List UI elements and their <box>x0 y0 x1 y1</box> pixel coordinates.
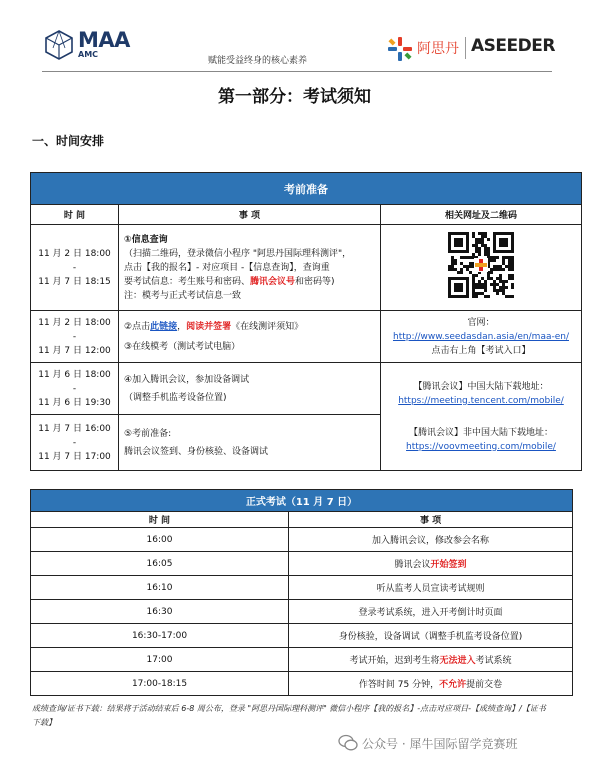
wechat-icon <box>338 734 358 752</box>
link-cell <box>381 363 582 471</box>
item-cell <box>289 528 573 552</box>
item-line: 注：模考与正式考试信息一致 <box>124 290 242 301</box>
header-item: 事 项 <box>289 512 573 528</box>
item-text: 登录考试系统，进入开考倒计时页面 <box>358 608 503 618</box>
time-dash: - <box>72 383 77 394</box>
time-cell: 16:10 <box>31 576 289 600</box>
item-cell <box>119 311 381 363</box>
item-line: 腾讯会议签到、身份核验、设备调试 <box>124 446 269 457</box>
item-text: 考试开始，迟到考生将 <box>349 656 440 666</box>
intl-download-link[interactable]: https://voovmeeting.com/mobile/ <box>406 441 556 452</box>
cn-download-label: 【腾讯会议】中国大陆下载地址： <box>413 381 549 392</box>
section-title: 一、时间安排 <box>32 134 105 148</box>
table-header-row <box>31 512 573 528</box>
highlight-text: 不允许 <box>439 680 467 690</box>
logo-divider <box>465 37 466 59</box>
time-cell <box>31 311 119 363</box>
item-cell <box>289 552 573 576</box>
item-text: 《在线测评须知》 <box>231 321 304 332</box>
table-row <box>31 311 582 363</box>
prep-banner: 考前准备 <box>31 173 582 205</box>
maa-amc-logo <box>44 30 134 68</box>
table-row <box>31 672 573 696</box>
item-cell <box>119 363 381 415</box>
header-links: 相关网址及二维码 <box>381 205 582 225</box>
cn-download-link[interactable]: https://meeting.tencent.com/mobile/ <box>398 395 564 406</box>
item-text: 作答时间 75 分钟， <box>358 680 440 690</box>
meeting-id-highlight: 腾讯会议号 <box>250 276 296 287</box>
qr-cell <box>381 225 582 311</box>
header-time: 时 间 <box>31 205 119 225</box>
aseeder-logo-icon <box>387 36 413 62</box>
prep-table <box>30 172 582 471</box>
time-from: 11 月 2 日 18:00 <box>38 248 111 259</box>
item-text: ②点击 <box>124 321 151 332</box>
time-cell: 16:05 <box>31 552 289 576</box>
header-divider <box>42 71 552 72</box>
item-line: ⑤考前准备: <box>124 428 172 439</box>
time-dash: - <box>72 262 77 273</box>
header-time: 时 间 <box>31 512 289 528</box>
exam-table <box>30 489 573 696</box>
item-text: 提前交卷 <box>466 680 503 690</box>
highlight-text: 开始签到 <box>430 560 467 570</box>
item-title: ①信息查询 <box>124 234 168 245</box>
item-cell <box>289 600 573 624</box>
site-url-link[interactable]: http://www.seedasdan.asia/en/maa-en/ <box>392 331 569 342</box>
item-text: 考试系统 <box>475 656 512 666</box>
time-to: 11 月 6 日 19:30 <box>38 397 111 408</box>
table-row <box>31 225 582 311</box>
time-cell <box>31 225 119 311</box>
table-header-row <box>31 205 582 225</box>
item-text: 腾讯会议 <box>394 560 431 570</box>
item-text: ， <box>177 321 187 332</box>
time-cell <box>31 415 119 471</box>
time-cell: 16:00 <box>31 528 289 552</box>
item-cell <box>119 225 381 311</box>
time-from: 11 月 7 日 16:00 <box>38 423 111 434</box>
item-line: （扫描二维码，登录微信小程序 "阿思丹国际理科测评"， <box>124 248 352 259</box>
highlight-text: 无法进入 <box>439 656 476 666</box>
exam-banner: 正式考试（11 月 7 日） <box>31 490 573 512</box>
time-dash: - <box>72 437 77 448</box>
item-cell <box>119 415 381 471</box>
table-row <box>31 600 573 624</box>
time-cell: 16:30 <box>31 600 289 624</box>
time-from: 11 月 2 日 18:00 <box>38 317 111 328</box>
watermark <box>338 733 578 755</box>
time-cell: 17:00-18:15 <box>31 672 289 696</box>
item-line <box>124 275 375 289</box>
tagline: 赋能受益终身的核心素养 <box>208 56 308 66</box>
header-item: 事 项 <box>119 205 381 225</box>
table-row <box>31 363 582 415</box>
time-to: 11 月 7 日 18:15 <box>38 276 111 287</box>
table-row <box>31 552 573 576</box>
table-row <box>31 576 573 600</box>
table-row <box>31 648 573 672</box>
qr-code-icon[interactable] <box>448 232 514 298</box>
aseeder-cn-text: 阿思丹 <box>417 41 459 57</box>
item-text: 听从监考人员宣读考试规则 <box>376 584 485 594</box>
item-line: （调整手机监考设备位置) <box>124 392 227 403</box>
maa-logo-icon <box>44 30 74 60</box>
maa-logo-text: MAA <box>78 28 130 52</box>
item-line: ③在线模考（测试考试电脑） <box>124 341 241 352</box>
item-cell <box>289 576 573 600</box>
time-cell <box>31 363 119 415</box>
watermark-text: 公众号 · 犀牛国际留学竞赛班 <box>362 737 518 751</box>
read-sign-highlight: 阅读并签署 <box>186 321 232 332</box>
item-line: ④加入腾讯会议，参加设备调试 <box>124 374 250 385</box>
intl-download-label: 【腾讯会议】非中国大陆下载地址： <box>408 427 553 438</box>
time-dash: - <box>72 331 77 342</box>
item-line <box>124 320 375 334</box>
table-row <box>31 528 573 552</box>
item-line: 点击【我的报名】- 对应项目 -【信息查询】，查询重 <box>124 262 330 273</box>
item-text: 和密码等) <box>295 276 335 287</box>
time-cell: 16:30-17:00 <box>31 624 289 648</box>
aseeder-en-text: ASEEDER <box>471 36 555 56</box>
footer-note: 成绩查询/证书下载：结果将于活动结束后 6-8 周公布，登录 "阿思丹国际理科测评" 微信小程序【我的报名】-点击对应项目-【成绩查询】/【证书下载】 <box>32 704 546 727</box>
table-row <box>31 624 573 648</box>
time-from: 11 月 6 日 18:00 <box>38 369 111 380</box>
time-to: 11 月 7 日 12:00 <box>38 345 111 356</box>
link-cell <box>381 311 582 363</box>
site-note: 点击右上角【考试入口】 <box>431 345 531 356</box>
this-link[interactable]: 此链接 <box>150 321 178 332</box>
time-to: 11 月 7 日 17:00 <box>38 451 111 462</box>
item-text: 身份核验，设备调试（调整手机监考设备位置) <box>338 632 523 642</box>
item-text: 要考试信息：考生账号和密码、 <box>124 276 251 287</box>
time-cell: 17:00 <box>31 648 289 672</box>
site-label: 官网： <box>467 317 495 328</box>
aseeder-logo <box>387 34 555 66</box>
page-title: 第一部分：考试须知 <box>218 87 371 107</box>
item-cell <box>289 648 573 672</box>
item-cell <box>289 624 573 648</box>
item-cell <box>289 672 573 696</box>
amc-logo-text: AMC <box>78 50 99 59</box>
item-text: 加入腾讯会议，修改参会名称 <box>372 536 490 546</box>
